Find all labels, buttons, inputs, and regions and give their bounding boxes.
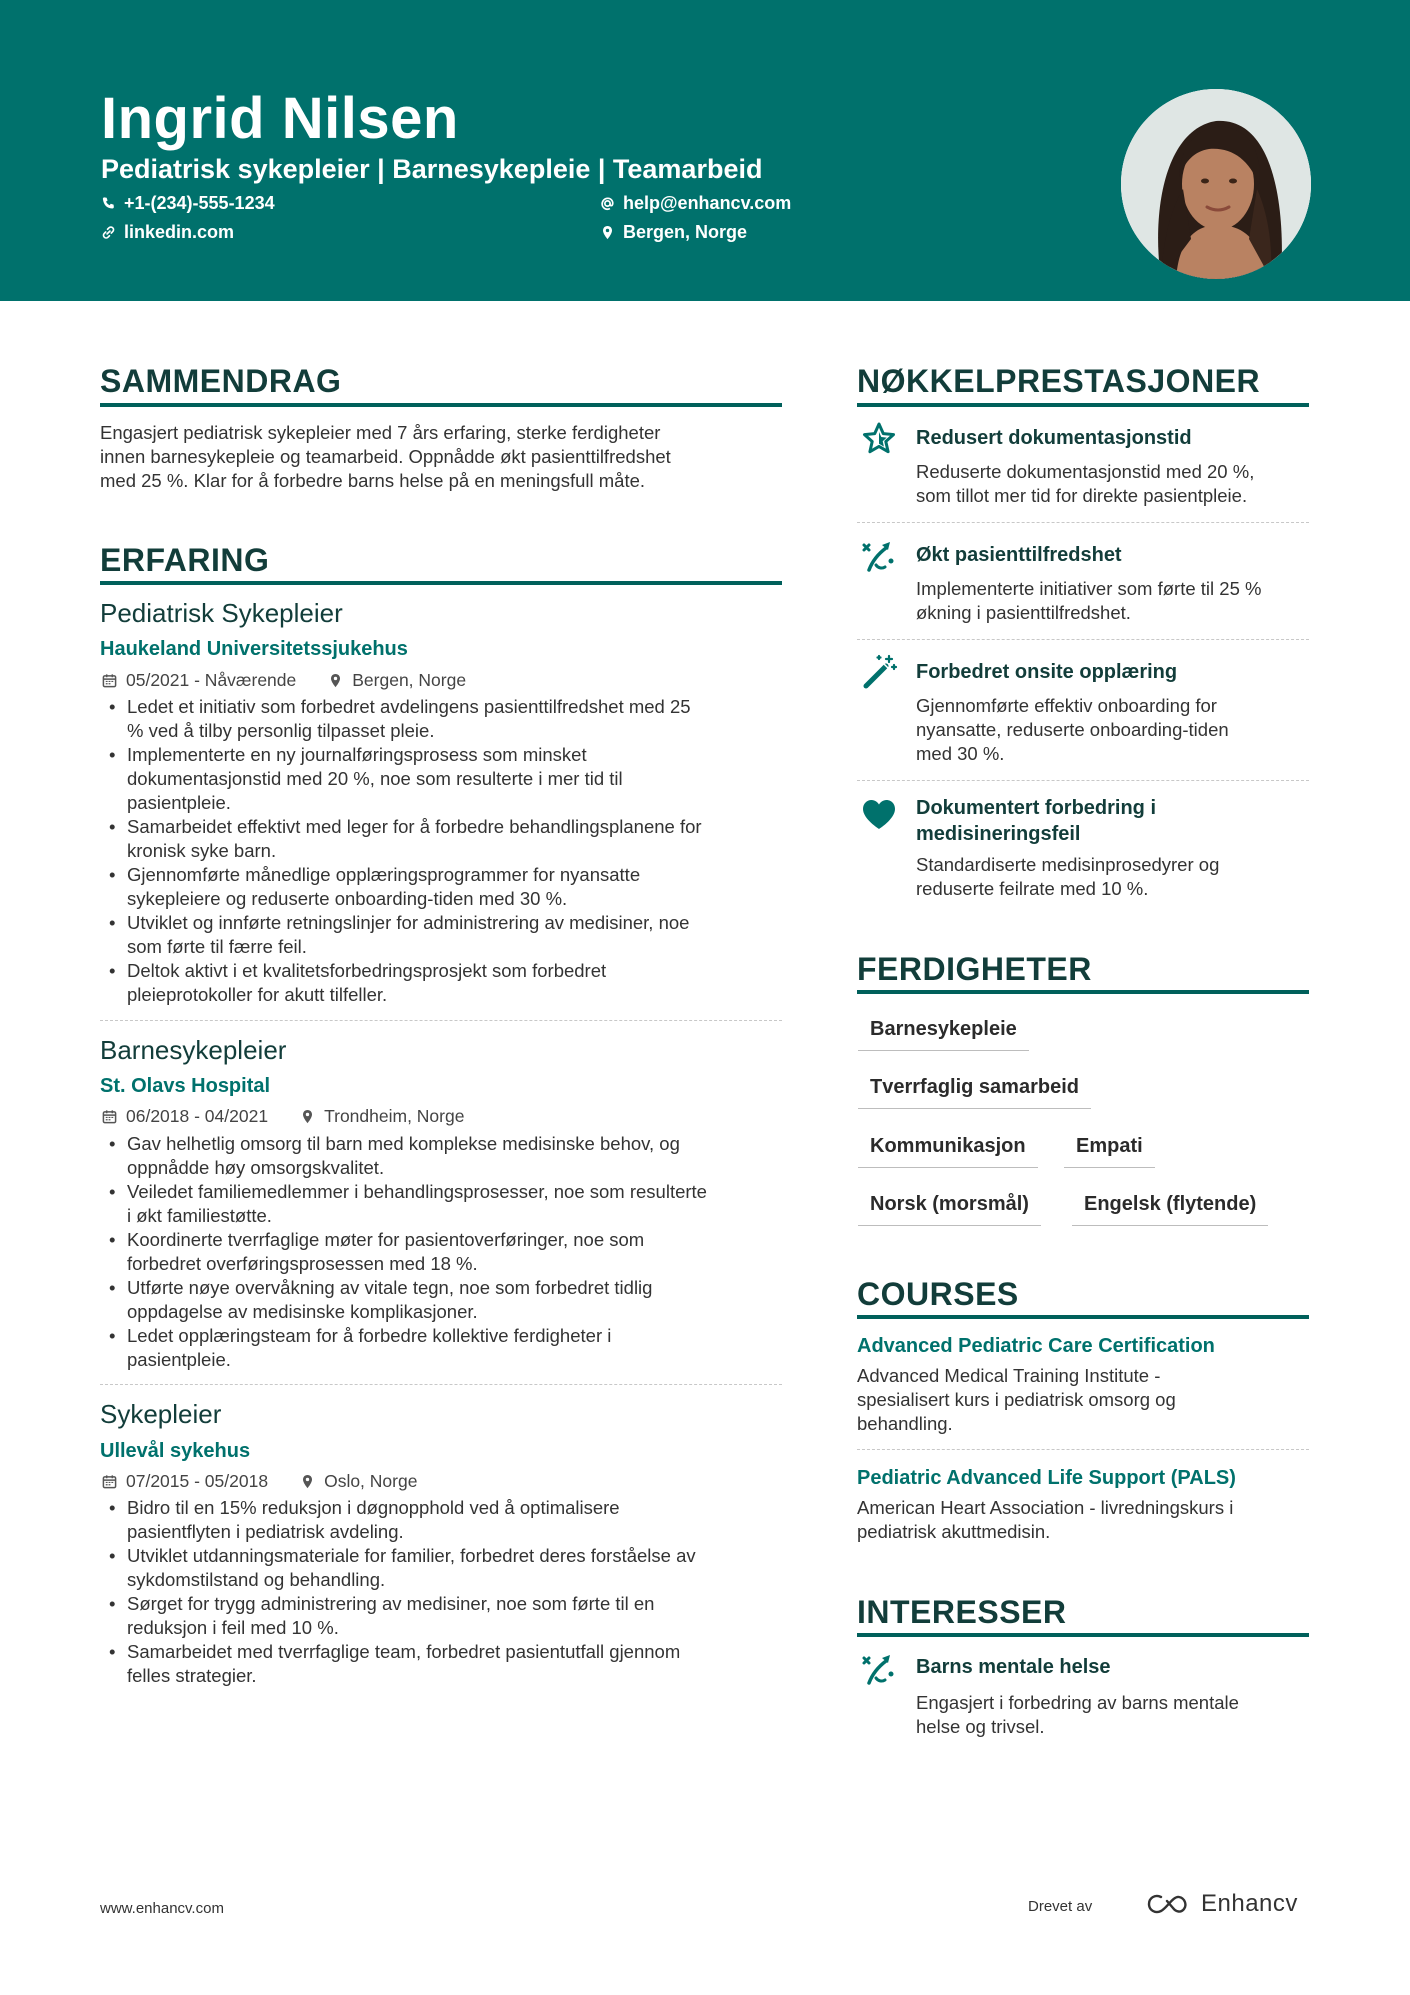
contact-location-text: Bergen, Norge	[623, 222, 748, 242]
summary-line: Engasjert pediatrisk sykepleier med 7 års erfaring, sterke ferdigheter	[100, 422, 661, 443]
company-name: Ullevål sykehus	[100, 1440, 251, 1462]
job-title: Barnesykepleier	[100, 1035, 287, 1065]
interest-title: Barns mentale helse	[916, 1656, 1111, 1678]
interest-desc: Engasjert i forbedring av barns mentale helse og trivsel.	[916, 1692, 1239, 1737]
achievement-title: Redusert dokumentasjonstid	[916, 427, 1192, 449]
bullet-item: • Sørget for trygg administrering av medisiner, noe som førte til en reduksjon i feil med 10 %.	[100, 1592, 790, 1640]
job-divider	[100, 1384, 782, 1385]
location-pin-icon	[300, 1474, 315, 1489]
achievements-heading: NØKKELPRESTASJONER	[857, 363, 1261, 399]
job-divider	[100, 1020, 782, 1021]
magic-wand-icon	[860, 653, 898, 691]
contact-location	[600, 221, 747, 243]
enhancv-brand-text: Enhancv	[1201, 1890, 1298, 1917]
phone-icon	[101, 196, 116, 211]
courses-heading: COURSES	[857, 1276, 1019, 1312]
at-icon	[600, 196, 615, 211]
job-meta	[102, 669, 466, 691]
calendar-icon	[102, 1474, 117, 1489]
job-bullets	[100, 695, 790, 1007]
job-title: Pediatrisk Sykepleier	[100, 598, 343, 628]
achievement-desc: Gjennomførte effektiv onboarding for nyansatte, reduserte onboarding-tiden med 30 %.	[916, 695, 1229, 764]
summary-line: innen barnesykepleie og teamarbeid. Oppnådde økt pasienttilfredshet	[100, 446, 671, 467]
achievement-desc: Implementerte initiativer som førte til 25 % økning i pasienttilfredshet.	[916, 578, 1262, 623]
bullet-item: • Gjennomførte månedlige opplæringsprogrammer for nyansatte sykepleiere og reduserte onboarding-tiden med 30 %.	[100, 863, 790, 911]
achievement-desc: Reduserte dokumentasjonstid med 20 %, som tillot mer tid for direkte pasientpleie.	[916, 461, 1255, 506]
achievement-title: Økt pasienttilfredshet	[916, 544, 1122, 566]
skill-tag: Engelsk (flytende)	[1072, 1191, 1268, 1226]
company-name: Haukeland Universitetssjukehus	[100, 638, 408, 660]
achievement-divider	[857, 639, 1309, 640]
achievement-desc: Standardiserte medisinprosedyrer og reduserte feilrate med 10 %.	[916, 854, 1220, 899]
location-pin-icon	[600, 225, 615, 240]
contact-linkedin-text: linkedin.com	[124, 222, 235, 242]
avatar	[1121, 89, 1311, 279]
skill-tag: Kommunikasjon	[858, 1133, 1038, 1168]
course-desc: Advanced Medical Training Institute - spesialisert kurs i pediatrisk omsorg og behandling.	[857, 1365, 1176, 1434]
experience-heading: ERFARING	[100, 542, 270, 578]
footer-powered-by: Drevet av	[1028, 1898, 1093, 1915]
course-title: Pediatric Advanced Life Support (PALS)	[857, 1467, 1236, 1489]
skill-tag: Tverrfaglig samarbeid	[858, 1074, 1091, 1109]
skills-rule	[857, 990, 1309, 994]
job-title: Sykepleier	[100, 1399, 222, 1429]
footer-website[interactable]: www.enhancv.com	[100, 1900, 224, 1917]
contact-linkedin[interactable]	[101, 221, 234, 243]
enhancv-logo-icon	[1147, 1892, 1193, 1916]
job-dates: 06/2018 - 04/2021	[126, 1106, 269, 1126]
job-meta	[102, 1105, 464, 1127]
star-icon	[860, 420, 898, 458]
location-pin-icon	[300, 1109, 315, 1124]
contact-email-text: help@enhancv.com	[623, 193, 792, 213]
job-bullets	[100, 1496, 790, 1688]
interests-rule	[857, 1633, 1309, 1637]
course-divider	[857, 1449, 1309, 1450]
job-location: Bergen, Norge	[352, 670, 467, 690]
wand-rocket-icon	[860, 537, 898, 575]
heart-icon	[860, 796, 898, 834]
interests-heading: INTERESSER	[857, 1594, 1067, 1630]
calendar-icon	[102, 1109, 117, 1124]
course-title: Advanced Pediatric Care Certification	[857, 1335, 1215, 1357]
bullet-item: • Ledet et initiativ som forbedret avdelingens pasienttilfredshet med 25 % ved å tilby personlig tilpasset pleie.	[100, 695, 790, 743]
skill-tag: Empati	[1064, 1133, 1155, 1168]
contact-email[interactable]	[600, 192, 791, 214]
summary-rule	[100, 403, 782, 407]
calendar-icon	[102, 673, 117, 688]
bullet-item: • Bidro til en 15% reduksjon i døgnopphold ved å optimalisere pasientflyten i pediatrisk avdeling.	[100, 1496, 790, 1544]
bullet-item: • Samarbeidet med tverrfaglige team, forbedret pasientutfall gjennom felles strategier.	[100, 1640, 790, 1688]
summary-text	[100, 421, 790, 493]
profile-photo	[1121, 89, 1311, 279]
job-location: Trondheim, Norge	[324, 1106, 465, 1126]
achievement-title: Forbedret onsite opplæring	[916, 661, 1178, 683]
bullet-item: • Samarbeidet effektivt med leger for å forbedre behandlingsplanene for kronisk syke barn.	[100, 815, 790, 863]
bullet-item: • Koordinerte tverrfaglige møter for pasientoverføringer, noe som forbedret overføringsprosessen med 18 %.	[100, 1228, 790, 1276]
job-location: Oslo, Norge	[324, 1471, 418, 1491]
bullet-item: • Ledet opplæringsteam for å forbedre kollektive ferdigheter i pasientpleie.	[100, 1324, 790, 1372]
wand-rocket-icon	[860, 1650, 898, 1688]
candidate-subtitle: Pediatrisk sykepleier | Barnesykepleie | Teamarbeid	[101, 154, 763, 184]
achievement-divider	[857, 522, 1309, 523]
skills-heading: FERDIGHETER	[857, 951, 1092, 987]
experience-rule	[100, 581, 782, 585]
summary-line: med 25 %. Klar for å forbedre barns helse på en meningsfull måte.	[100, 470, 646, 491]
job-dates: 07/2015 - 05/2018	[126, 1471, 269, 1491]
location-pin-icon	[328, 673, 343, 688]
summary-heading: SAMMENDRAG	[100, 363, 342, 399]
job-bullets	[100, 1132, 790, 1372]
bullet-item: • Utviklet og innførte retningslinjer for administrering av medisiner, noe som førte til færre feil.	[100, 911, 790, 959]
courses-rule	[857, 1315, 1309, 1319]
company-name: St. Olavs Hospital	[100, 1075, 271, 1097]
bullet-item: • Deltok aktivt i et kvalitetsforbedringsprosjekt som forbedret pleieprotokoller for akutt tilfeller.	[100, 959, 790, 1007]
skill-tag: Barnesykepleie	[858, 1016, 1029, 1051]
bullet-item: • Gav helhetlig omsorg til barn med komplekse medisinske behov, og oppnådde høy omsorgskvalitet.	[100, 1132, 790, 1180]
bullet-item: • Utviklet utdanningsmateriale for familier, forbedret deres forståelse av sykdomstilstand og behandling.	[100, 1544, 790, 1592]
bullet-item: • Utførte nøye overvåkning av vitale tegn, noe som forbedret tidlig oppdagelse av medisinske komplikasjoner.	[100, 1276, 790, 1324]
job-dates: 05/2021 - Nåværende	[126, 670, 297, 690]
bullet-item: • Veiledet familiemedlemmer i behandlingsprosesser, noe som resulterte i økt familiestøtte.	[100, 1180, 790, 1228]
contact-phone[interactable]	[101, 192, 275, 214]
candidate-name: Ingrid Nilsen	[101, 86, 459, 151]
link-icon	[101, 225, 116, 240]
achievement-title: Dokumentert forbedring i medisineringsfeil	[916, 797, 1157, 845]
achievements-rule	[857, 403, 1309, 407]
header	[0, 0, 1410, 301]
skill-tag: Norsk (morsmål)	[858, 1191, 1041, 1226]
course-desc: American Heart Association - livredningskurs i pediatrisk akuttmedisin.	[857, 1497, 1234, 1542]
bullet-item: • Implementerte en ny journalføringsprosess som minsket dokumentasjonstid med 20 %, noe som resulterte i mer tid til pasientpleie.	[100, 743, 790, 815]
job-meta	[102, 1470, 417, 1492]
contact-phone-text: +1-(234)-555-1234	[124, 193, 275, 213]
enhancv-logo[interactable]	[1147, 1890, 1298, 1918]
achievement-divider	[857, 780, 1309, 781]
